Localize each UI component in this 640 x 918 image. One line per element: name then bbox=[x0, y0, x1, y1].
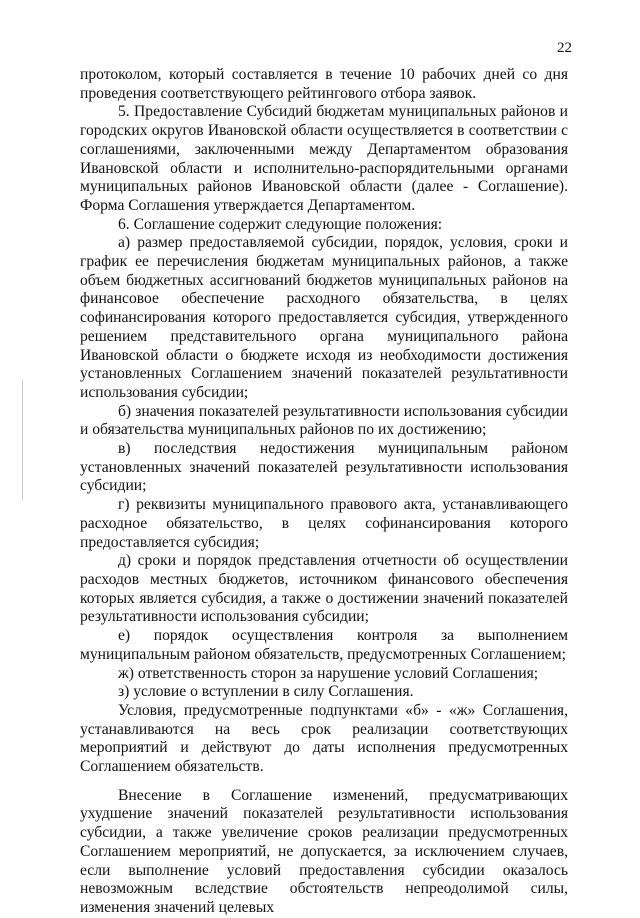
paragraph-item-5: 5. Предоставление Субсидий бюджетам муниципальных районов и городских округов Ивановской области осуществляется в соответствии с соглашениями, заключенными между Департаментом образования Ивановской области и исполнительно-распорядительными органами муниципальных районов Ивановской области (далее - Соглашение). Форма Соглашения утверждается Департаментом. bbox=[80, 103, 568, 214]
subitem-a: а) размер предоставляемой субсидии, порядок, условия, сроки и график ее перечисления бюджетам муниципальных районов, а также объем бюджетных ассигнований бюджетов муниципальных районов на финансовое обеспечение расходного обязательства, в целях софинансирования которого предоставляется субсидия, утвержденного решением представительного органа муниципального района Ивановской области о бюджете исходя из необходимости достижения установленных Соглашением значений показателей результативности использования субсидии; bbox=[80, 234, 568, 401]
subitem-e: е) порядок осуществления контроля за выполнением муниципальным районом обязательств, предусмотренных Соглашением; bbox=[80, 627, 568, 663]
subitem-zh: ж) ответственность сторон за нарушение условий Соглашения; bbox=[118, 664, 539, 682]
subitem-g: г) реквизиты муниципального правового акта, устанавливающего расходное обязательство, в целях софинансирования которого предоставляется субсидия; bbox=[80, 496, 568, 551]
paragraph-item-6: 6. Соглашение содержит следующие положения: bbox=[118, 215, 443, 233]
document-body bbox=[80, 66, 568, 918]
paragraph-continuation: протоколом, который составляется в течение 10 рабочих дней со дня проведения соответствующего рейтингового отбора заявок. bbox=[80, 66, 568, 102]
subitem-b: б) значения показателей результативности использования субсидии и обязательства муниципальных районов по их достижению; bbox=[80, 402, 568, 439]
page-number: 22 bbox=[557, 40, 572, 56]
paragraph-amendments: Внесение в Соглашение изменений, предусматривающих ухудшение значений показателей результативности использования субсидии, а также увеличение сроков реализации предусмотренных Соглашением мероприятий, не допускается, за исключением случаев, если выполнение условий предоставления субсидии оказалось невозможным вследствие обстоятельств непреодолимой силы, изменения значений целевых bbox=[80, 786, 568, 916]
subitem-d: д) сроки и порядок представления отчетности об осуществлении расходов местных бюджетов, источником финансового обеспечения которых является субсидия, а также о достижении значений показателей результативности использования субсидии; bbox=[80, 552, 568, 626]
subitem-z: з) условие о вступлении в силу Соглашения. bbox=[118, 683, 414, 701]
subitem-v: в) последствия недостижения муниципальным районом установленных значений показателей результативности использования субсидии; bbox=[80, 440, 568, 495]
scan-margin-line bbox=[22, 380, 23, 500]
paragraph-conditions: Условия, предусмотренные подпунктами «б» - «ж» Соглашения, устанавливаются на весь срок реализации соответствующих мероприятий и действуют до даты исполнения предусмотренных Соглашением обязательств. bbox=[80, 701, 568, 776]
